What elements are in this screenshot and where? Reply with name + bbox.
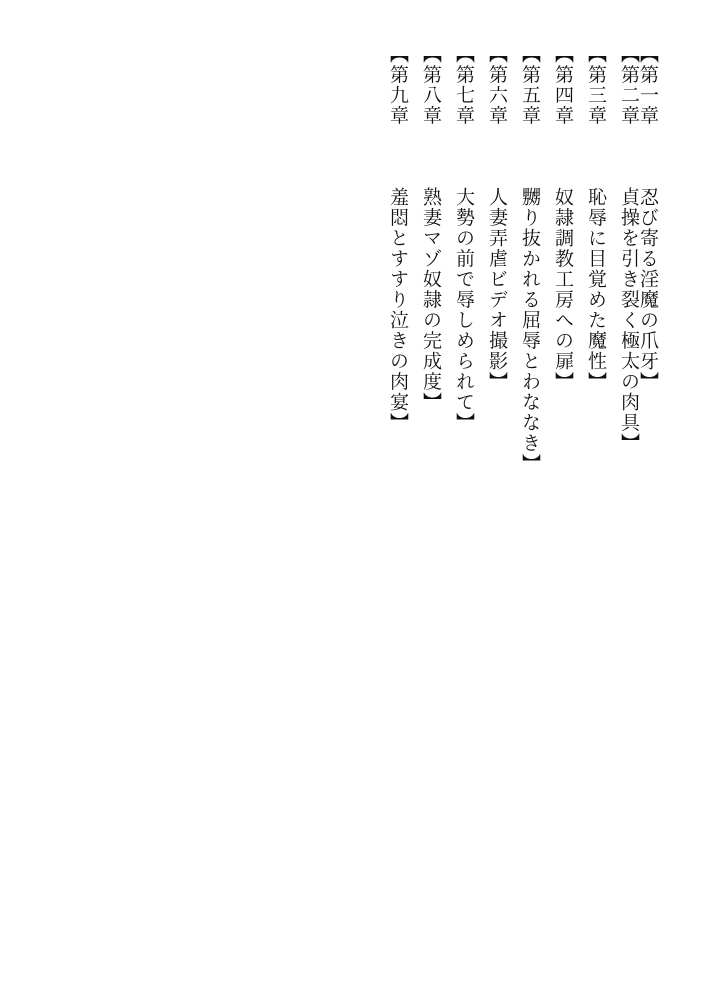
toc-entry-number: 【第一章 xyxy=(637,44,659,126)
toc-entry xyxy=(487,44,506,392)
toc-entry-title: 嬲り抜かれる屈辱とわななき】 xyxy=(519,187,541,474)
toc-entry-number: 【第三章 xyxy=(585,44,607,126)
toc-entry xyxy=(454,44,473,433)
toc-entry-title: 忍び寄る淫魔の爪牙】 xyxy=(637,187,659,392)
toc-entry xyxy=(553,44,572,392)
toc-entry xyxy=(638,44,657,392)
toc-entry xyxy=(586,44,605,392)
toc-entry xyxy=(619,44,638,454)
toc-entry-title: 恥辱に目覚めた魔性】 xyxy=(585,187,607,392)
toc-entry-title: 奴隷調教工房への扉】 xyxy=(552,187,574,392)
toc-entry xyxy=(421,44,440,413)
toc-entry-number: 【第五章 xyxy=(519,44,541,126)
toc-entry xyxy=(520,44,539,474)
toc-entry-title: 人妻弄虐ビデオ撮影】 xyxy=(486,187,508,392)
toc-entry-number: 【第六章 xyxy=(486,44,508,126)
toc-entry-title: 大勢の前で辱しめられて】 xyxy=(453,187,475,433)
table-of-contents xyxy=(374,44,659,474)
toc-entry-number: 【第七章 xyxy=(453,44,475,126)
toc-entry-number: 【第八章 xyxy=(420,44,442,126)
toc-entry-title: 貞操を引き裂く極太の肉具】 xyxy=(618,187,640,454)
toc-entry-number: 【第四章 xyxy=(552,44,574,126)
toc-entry xyxy=(388,44,407,433)
toc-entry-title: 熟妻マゾ奴隷の完成度】 xyxy=(420,187,442,413)
toc-entry-number: 【第二章 xyxy=(618,44,640,126)
toc-entry-number: 【第九章 xyxy=(387,44,409,126)
toc-entry-title: 羞悶とすすり泣きの肉宴】 xyxy=(387,187,409,433)
